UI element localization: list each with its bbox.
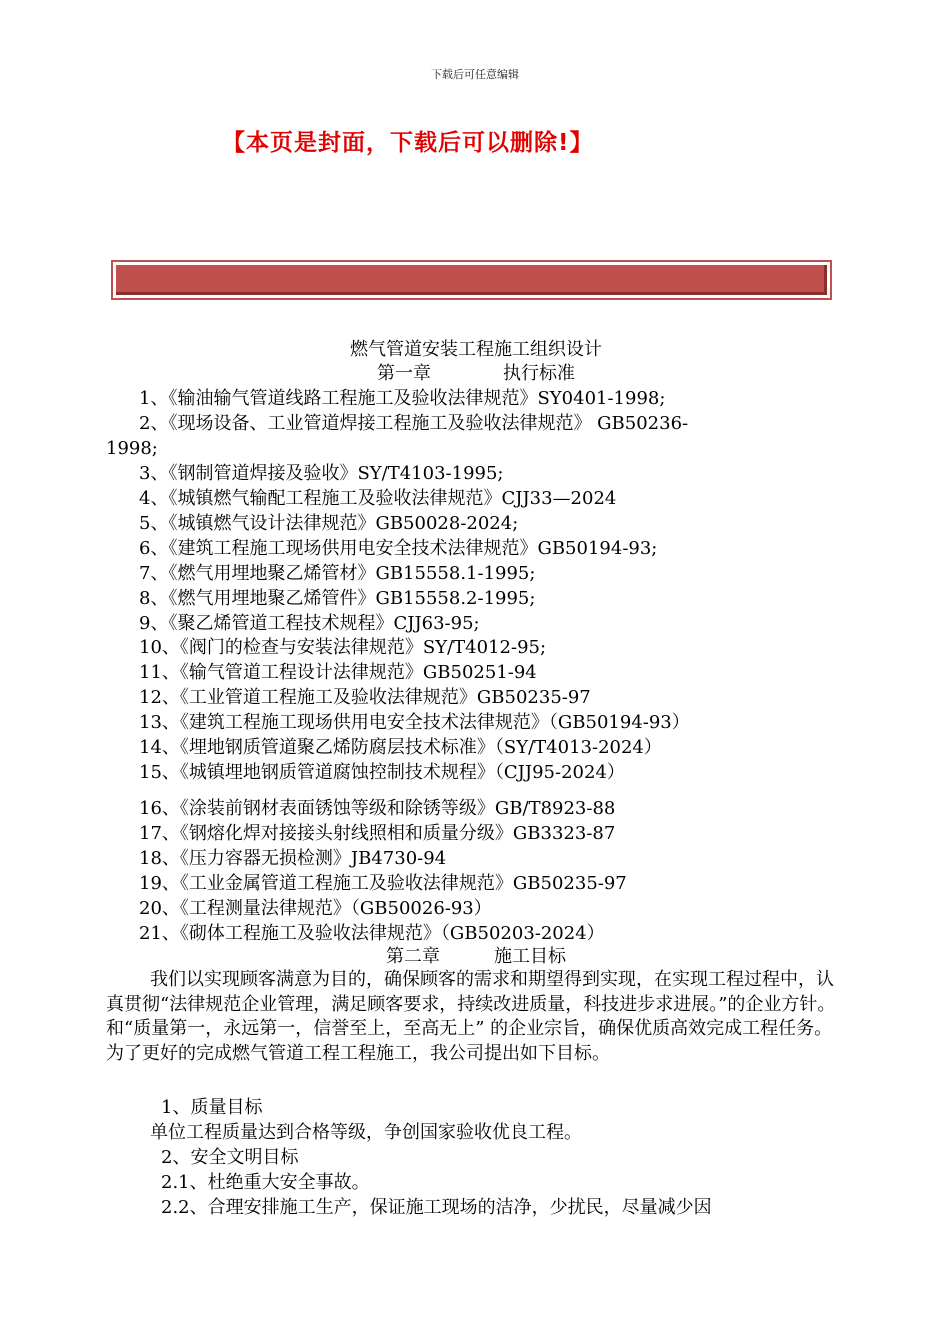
chapter2-heading (106, 945, 846, 969)
chapter1-heading (106, 362, 846, 386)
standard-item: 5、《城镇燃气设计法律规范》GB50028-2024; (139, 513, 519, 534)
standard-item: 14、《埋地钢质管道聚乙烯防腐层技术标准》（SY/T4013-2024） (139, 737, 662, 758)
standard-item: 19、《工业金属管道工程施工及验收法律规范》GB50235-97 (139, 873, 627, 894)
standard-item: 3、《钢制管道焊接及验收》SY/T4103-1995; (139, 463, 504, 484)
standard-item: 4、《城镇燃气输配工程施工及验收法律规范》CJJ33—2024 (139, 488, 617, 509)
quality-heading: 1、质量目标 (161, 1097, 263, 1118)
safety-item: 2.2、合理安排施工生产，保证施工现场的洁净，少扰民，尽量减少因 (161, 1197, 712, 1218)
standard-item: 10、《阀门的检查与安装法律规范》SY/T4012-95; (139, 637, 547, 658)
standard-item: 9、《聚乙烯管道工程技术规程》CJJ63-95; (139, 613, 480, 634)
standard-item: 2、《现场设备、工业管道焊接工程施工及验收法律规范》 GB50236- (139, 413, 689, 434)
intro-paragraph: 我们以实现顾客满意为目的，确保顾客的需求和期望得到实现，在实现工程过程中，认真贯彻“法律规范企业管理，满足顾客要求，持续改进质量，科技进步求进展。”的企业方针。和“质量第一，永远第一，信誉至上，至高无上” 的企业宗旨，确保优质高效完成工程任务。为了更好的完成燃气管道工程工程施工，我公司提出如下目标。 (106, 969, 836, 1064)
standard-item: 18、《压力容器无损检测》JB4730-94 (139, 848, 447, 869)
cover-removal-note: 【本页是封面，下载后可以删除!】 (222, 130, 594, 156)
standard-item: 8、《燃气用埋地聚乙烯管件》GB15558.2-1995; (139, 588, 536, 609)
standard-item: 17、《钢熔化焊对接接头射线照相和质量分级》GB3323-87 (139, 823, 616, 844)
banner-fill (116, 265, 827, 295)
standard-item: 20、《工程测量法律规范》（GB50026-93） (139, 898, 492, 919)
document-title: 燃气管道安装工程施工组织设计 (350, 339, 602, 360)
standard-item: 16、《涂装前钢材表面锈蚀等级和除锈等级》GB/T8923-88 (139, 798, 616, 819)
safety-heading: 2、安全文明目标 (161, 1147, 299, 1168)
safety-item: 2.1、杜绝重大安全事故。 (161, 1172, 370, 1193)
chapter2-number: 第二章 (386, 946, 440, 967)
standard-item: 12、《工业管道工程施工及验收法律规范》GB50235-97 (139, 687, 591, 708)
standard-item: 15、《城镇埋地钢质管道腐蚀控制技术规程》（CJJ95-2024） (139, 762, 625, 783)
quality-text: 单位工程质量达到合格等级，争创国家验收优良工程。 (150, 1122, 582, 1143)
chapter1-name: 执行标准 (503, 363, 575, 384)
standard-item: 7、《燃气用埋地聚乙烯管材》GB15558.1-1995; (139, 563, 536, 584)
chapter2-name: 施工目标 (494, 946, 566, 967)
chapter1-number: 第一章 (377, 363, 431, 384)
standard-item: 1、《输油输气管道线路工程施工及验收法律规范》SY0401-1998; (139, 388, 666, 409)
standard-item: 13、《建筑工程施工现场供用电安全技术法律规范》（GB50194-93） (139, 712, 690, 733)
decorative-banner (111, 260, 832, 300)
header-note: 下载后可任意编辑 (431, 68, 519, 81)
standard-item: 11、《输气管道工程设计法律规范》GB50251-94 (139, 662, 537, 683)
standard-item: 21、《砌体工程施工及验收法律规范》（GB50203-2024） (139, 923, 605, 944)
standard-item-continuation: 1998; (106, 438, 158, 459)
standard-item: 6、《建筑工程施工现场供用电安全技术法律规范》GB50194-93; (139, 538, 658, 559)
